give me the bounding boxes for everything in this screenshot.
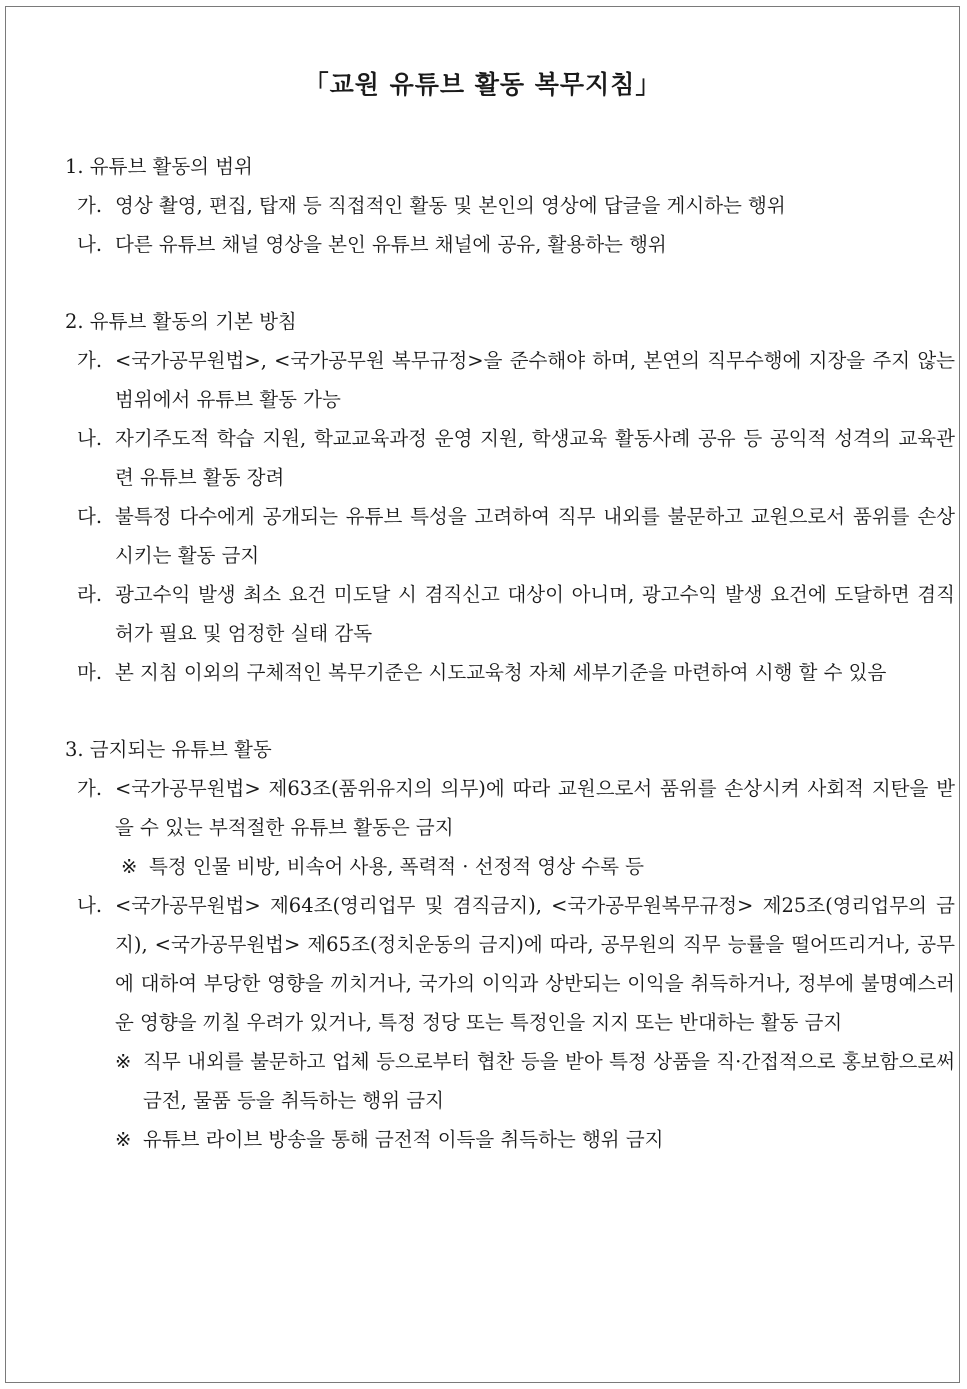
note-text: 유튜브 라이브 방송을 통해 금전적 이득을 취득하는 행위 금지 <box>143 1128 664 1151</box>
document-page <box>5 6 960 1383</box>
item-text: 자기주도적 학습 지원, 학교교육과정 운영 지원, 학생교육 활동사례 공유 등 공익적 성격의 교육관련 유튜브 활동 장려 <box>115 427 955 489</box>
item-text: 다른 유튜브 채널 영상을 본인 유튜브 채널에 공유, 활용하는 행위 <box>115 233 667 256</box>
list-item <box>77 886 955 1042</box>
section-scope <box>63 147 955 264</box>
item-marker: 마. <box>77 661 103 684</box>
document-body <box>63 147 955 1159</box>
note-marker: ※ <box>115 1050 132 1073</box>
note-marker: ※ <box>121 855 138 878</box>
item-text: <국가공무원법> 제63조(품위유지의 의무)에 따라 교원으로서 품위를 손상시켜 사회적 지탄을 받을 수 있는 부적절한 유튜브 활동은 금지 <box>115 777 955 839</box>
item-text: <국가공무원법> 제64조(영리업무 및 겸직금지), <국가공무원복무규정> 제25조(영리업무의 금지), <국가공무원법> 제65조(정치운동의 금지)에 따라, 공무원의 직무 능률을 떨어뜨리거나, 공무에 대하여 부당한 영향을 끼치거나, 국가의 이익과 상반되는 이익을 취득하거나, 정부에 불명예스러운 영향을 끼칠 우려가 있거나, 특정 정당 또는 특정인을 지지 또는 반대하는 활동 금지 <box>115 894 955 1034</box>
note-marker: ※ <box>115 1128 132 1151</box>
note-text: 특정 인물 비방, 비속어 사용, 폭력적 · 선정적 영상 수록 등 <box>149 855 644 878</box>
item-text: 본 지침 이외의 구체적인 복무기준은 시도교육청 자체 세부기준을 마련하여 시행 할 수 있음 <box>115 661 887 684</box>
list-item <box>77 225 955 264</box>
item-text: 영상 촬영, 편집, 탑재 등 직접적인 활동 및 본인의 영상에 답글을 게시하는 행위 <box>115 194 786 217</box>
list-item <box>77 419 955 497</box>
section-heading: 3. 금지되는 유튜브 활동 <box>65 738 272 761</box>
section-prohibited <box>63 730 955 1159</box>
list-item <box>77 653 955 692</box>
note-item <box>115 1120 955 1159</box>
note-item <box>115 1042 955 1120</box>
list-item <box>77 575 955 653</box>
list-item <box>77 186 955 225</box>
note-item <box>121 847 955 886</box>
item-marker: 다. <box>77 505 103 528</box>
item-text: 불특정 다수에게 공개되는 유튜브 특성을 고려하여 직무 내외를 불문하고 교원으로서 품위를 손상시키는 활동 금지 <box>115 505 955 567</box>
item-text: 광고수익 발생 최소 요건 미도달 시 겸직신고 대상이 아니며, 광고수익 발생 요건에 도달하면 겸직 허가 필요 및 엄정한 실태 감독 <box>115 583 955 645</box>
item-marker: 가. <box>77 349 103 372</box>
item-marker: 나. <box>77 233 103 256</box>
note-text: 직무 내외를 불문하고 업체 등으로부터 협찬 등을 받아 특정 상품을 직·간접적으로 홍보함으로써 금전, 물품 등을 취득하는 행위 금지 <box>143 1050 955 1112</box>
section-heading: 2. 유튜브 활동의 기본 방침 <box>65 310 297 333</box>
list-item <box>77 341 955 419</box>
list-item <box>77 497 955 575</box>
item-marker: 나. <box>77 427 103 450</box>
list-item <box>77 769 955 847</box>
item-marker: 라. <box>77 583 103 606</box>
section-basic-policy <box>63 302 955 692</box>
document-title: 「교원 유튜브 활동 복무지침」 <box>303 70 662 99</box>
item-text: <국가공무원법>, <국가공무원 복무규정>을 준수해야 하며, 본연의 직무수행에 지장을 주지 않는 범위에서 유튜브 활동 가능 <box>115 349 955 411</box>
item-marker: 가. <box>77 777 103 800</box>
item-marker: 가. <box>77 194 103 217</box>
section-heading: 1. 유튜브 활동의 범위 <box>65 155 253 178</box>
item-marker: 나. <box>77 894 103 917</box>
